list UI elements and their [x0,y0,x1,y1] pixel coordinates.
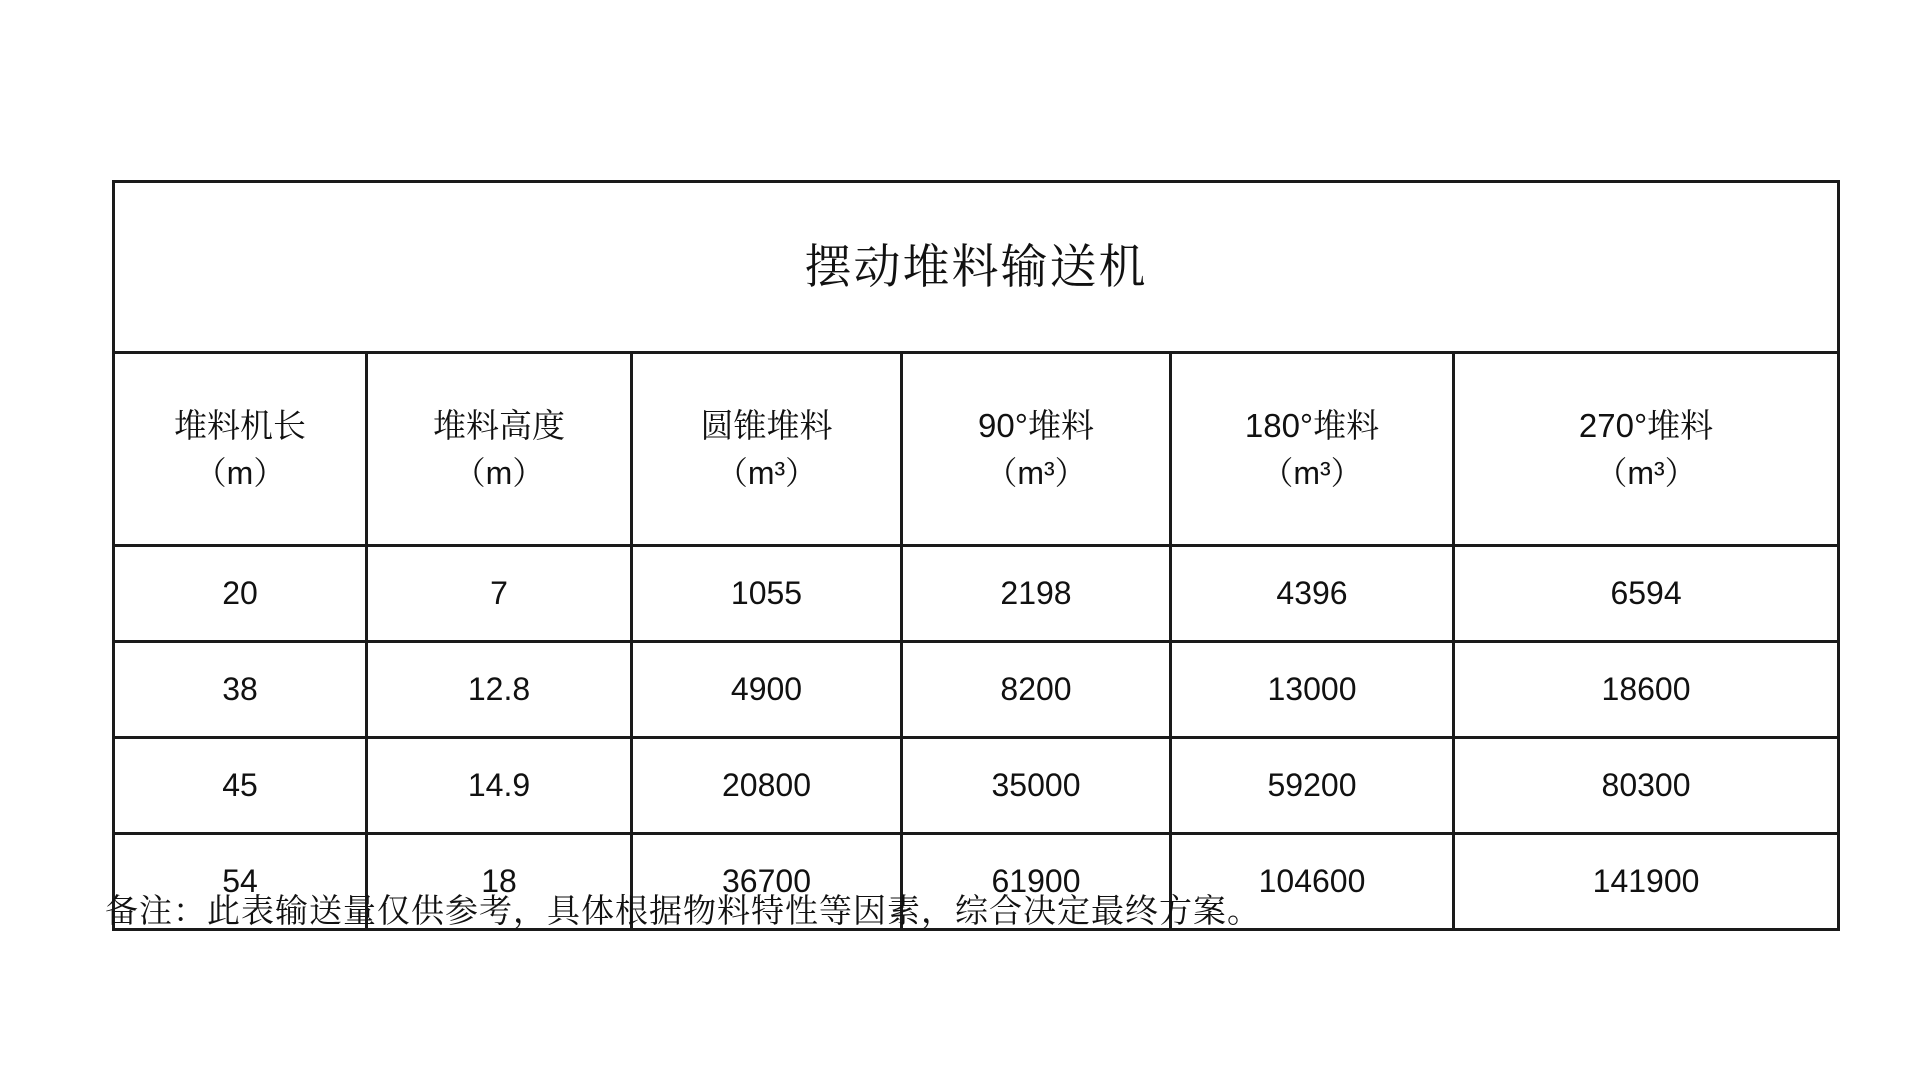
table-row [114,642,1839,738]
column-header-unit: （m³） [985,454,1087,491]
table-cell: 54 [114,834,367,930]
table-cell: 4900 [632,642,902,738]
column-header-unit: （m³） [1595,454,1697,491]
table-cell: 20800 [632,738,902,834]
column-header-unit: （m） [194,454,286,491]
table-cell: 4396 [1171,546,1454,642]
column-header-stacking-height [367,353,632,546]
table-cell: 20 [114,546,367,642]
page-title: 摆动堆料输送机 [114,182,1839,353]
table-cell: 6594 [1454,546,1839,642]
spec-table-container [112,180,1837,931]
column-header-label: 堆料高度 [433,406,565,444]
table-cell: 38 [114,642,367,738]
column-header-label: 180°堆料 [1244,406,1380,444]
table-cell: 59200 [1171,738,1454,834]
column-header-conical-pile [632,353,902,546]
column-header-unit: （m） [453,454,545,491]
table-cell: 18600 [1454,642,1839,738]
table-cell: 12.8 [367,642,632,738]
table-cell: 36700 [632,834,902,930]
column-header-label: 圆锥堆料 [700,406,833,444]
column-header-unit: （m³） [715,454,818,491]
table-cell: 45 [114,738,367,834]
table-header-row [114,353,1839,546]
column-header-270-degree-pile [1454,353,1839,546]
table-cell: 18 [367,834,632,930]
table-row [114,738,1839,834]
column-header-label: 270°堆料 [1578,406,1714,444]
table-note: 备注：此表输送量仅供参考，具体根据物料特性等因素，综合决定最终方案。 [105,892,1261,929]
table-title-row [114,182,1839,353]
column-header-label: 堆料机长 [174,406,306,444]
table-cell: 141900 [1454,834,1839,930]
table-cell: 13000 [1171,642,1454,738]
table-cell: 80300 [1454,738,1839,834]
table-row [114,546,1839,642]
table-cell: 8200 [902,642,1171,738]
table-cell: 61900 [902,834,1171,930]
column-header-label: 90°堆料 [978,406,1094,444]
table-cell: 14.9 [367,738,632,834]
column-header-90-degree-pile [902,353,1171,546]
table-cell: 2198 [902,546,1171,642]
column-header-unit: （m³） [1261,454,1363,491]
spec-table [112,180,1840,931]
column-header-180-degree-pile [1171,353,1454,546]
table-cell: 7 [367,546,632,642]
column-header-stacker-length [114,353,367,546]
table-cell: 104600 [1171,834,1454,930]
table-cell: 1055 [632,546,902,642]
table-cell: 35000 [902,738,1171,834]
